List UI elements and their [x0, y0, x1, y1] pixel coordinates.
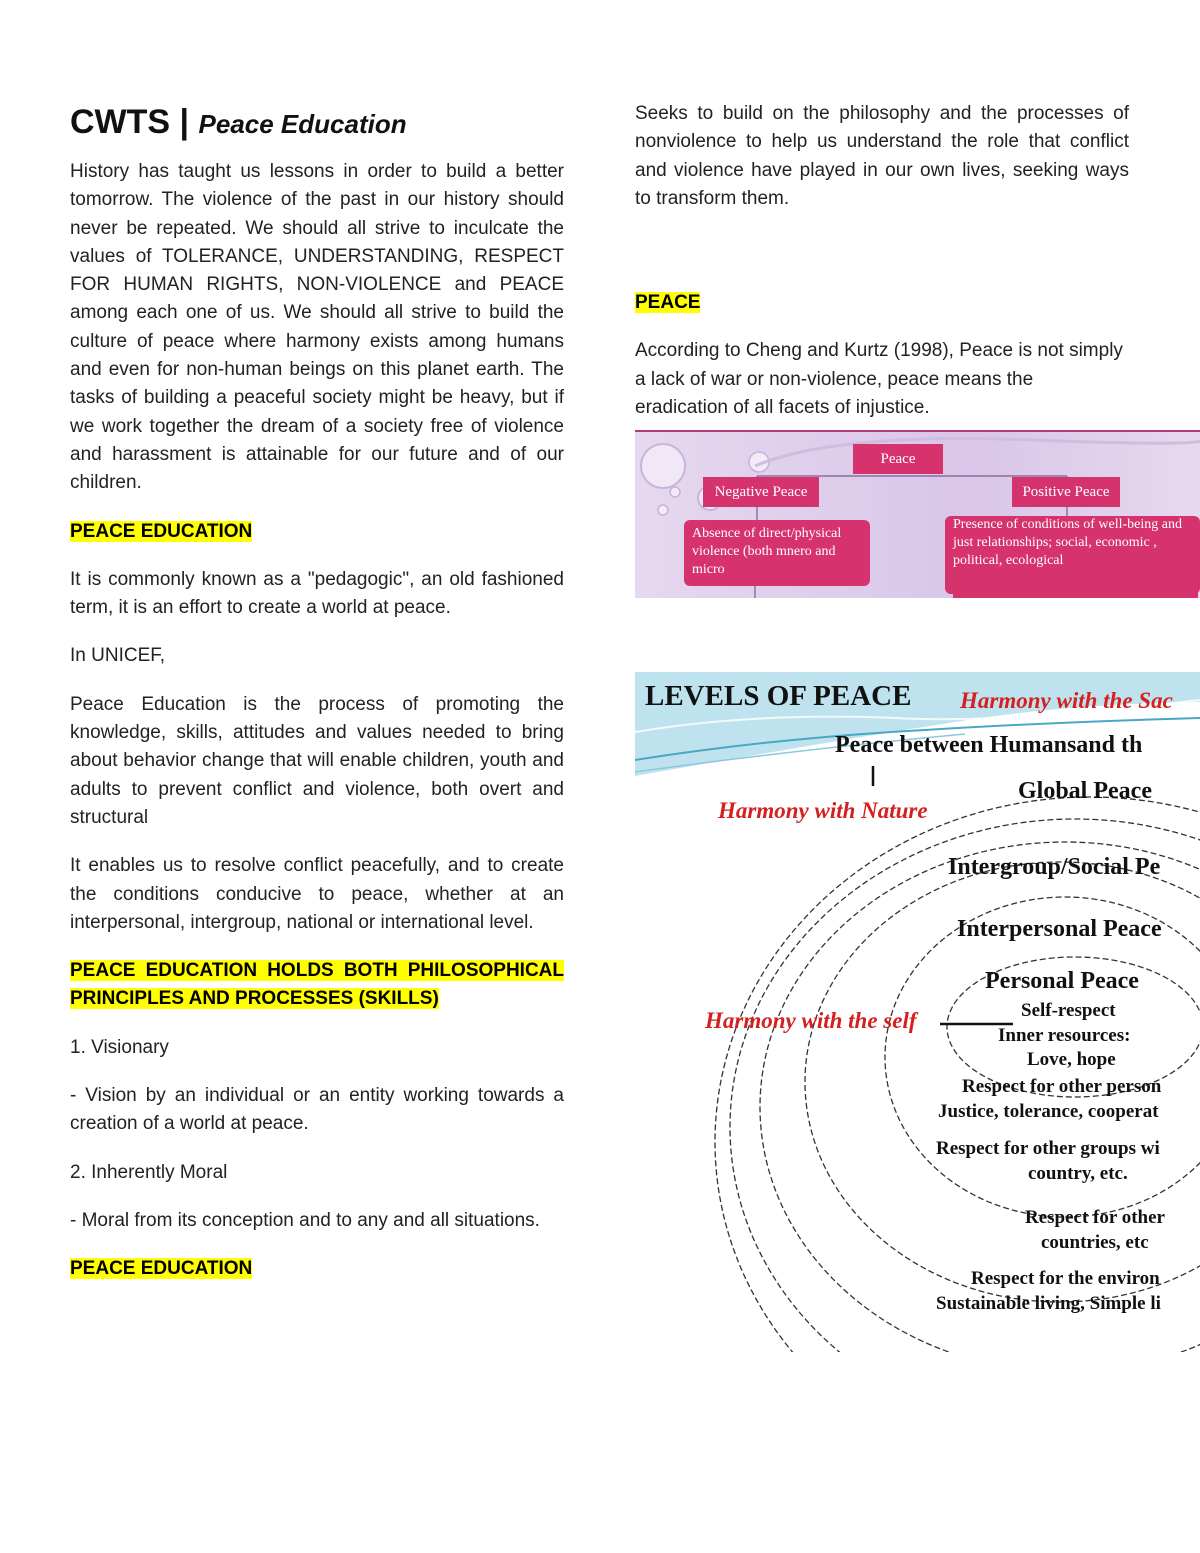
- heading-peace: PEACE: [635, 292, 701, 314]
- respect-groups-label: Respect for other groups wi: [936, 1138, 1160, 1159]
- definition-paragraph: Peace Education is the process of promoting the knowledge, skills, attitudes and values needed to bring about behavior change that will enable children, youth and adults to prevent conflict and violence, both overt and structural: [70, 693, 564, 828]
- enables-paragraph: It enables us to resolve conflict peacefully, and to create the conditions conducive to peace, whether at an interpersonal, intergroup, national or international level.: [70, 855, 564, 933]
- country-label: country, etc.: [1028, 1163, 1128, 1184]
- item-visionary: 1. Visionary: [70, 1036, 169, 1058]
- title-main: CWTS |: [70, 103, 190, 141]
- item-moral-desc: - Moral from its conception and to any and all situations.: [70, 1209, 540, 1231]
- respect-environment-label: Respect for the environ: [971, 1268, 1160, 1289]
- cheng-paragraph: According to Cheng and Kurtz (1998), Peace is not simply a lack of war or non-violence, peace means the eradication of all facets of injustice.: [635, 340, 1123, 419]
- positive-peace-desc: Presence of conditions of well-being and just relationships; social, economic , political, ecological: [945, 516, 1200, 594]
- countries-label: countries, etc: [1041, 1232, 1149, 1253]
- sustainable-label: Sustainable living, Simple li: [936, 1293, 1161, 1314]
- self-respect-label: Self-respect: [1021, 1000, 1116, 1021]
- item-visionary-desc: - Vision by an individual or an entity working towards a creation of a world at peace.: [70, 1085, 564, 1135]
- harmony-self-label: Harmony with the self: [705, 1008, 917, 1033]
- positive-peace-box: Positive Peace: [1012, 477, 1120, 507]
- seeks-paragraph: Seeks to build on the philosophy and the processes of nonviolence to help us understand the role that conflict and violence have played in our own lives, seeking ways to transform them.: [635, 103, 1129, 209]
- heading-principles: PEACE EDUCATION HOLDS BOTH PHILOSOPHICAL PRINCIPLES AND PROCESSES (SKILLS): [70, 960, 564, 1010]
- left-column: [70, 100, 564, 1304]
- peace-root-box: Peace: [853, 444, 943, 474]
- personal-peace-label: Personal Peace: [985, 968, 1139, 994]
- item-moral: 2. Inherently Moral: [70, 1161, 228, 1183]
- heading-peace-education-2: PEACE EDUCATION: [70, 1258, 253, 1280]
- respect-other-label: Respect for other: [1025, 1207, 1165, 1228]
- levels-of-peace-diagram: [635, 672, 1200, 1352]
- peace-types-diagram: [635, 430, 1200, 598]
- pedagogic-paragraph: It is commonly known as a "pedagogic", an old fashioned term, it is an effort to create a world at peace.: [70, 568, 564, 619]
- justice-label: Justice, tolerance, cooperat: [938, 1101, 1159, 1122]
- intro-paragraph: History has taught us lessons in order to build a better tomorrow. The violence of the past in our history should never be repeated. We should all strive to inculcate the values of TOLERANCE, UNDERSTANDING, RESPECT FOR HUMAN RIGHTS, NON-VIOLENCE and PEACE among each one of us. We should all strive to build the culture of peace where harmony exists among humans and even for non-human beings on this planet earth. The tasks of building a peaceful society might be heavy, but if we work together the dream of a society free of violence and harassment is attainable for our future and of our children.: [70, 161, 564, 494]
- love-hope-label: Love, hope: [1027, 1049, 1116, 1070]
- inner-resources-label: Inner resources:: [998, 1025, 1131, 1046]
- global-peace-label: Global Peace: [1018, 778, 1152, 804]
- interpersonal-peace-label: Interpersonal Peace: [957, 916, 1162, 942]
- intergroup-peace-label: Intergroup/Social Pe: [948, 854, 1161, 880]
- title-sub: Peace Education: [198, 109, 407, 139]
- peace-between-label: Peace between Humansand th: [835, 732, 1143, 758]
- page-title: [70, 100, 564, 146]
- unicef-line: In UNICEF,: [70, 645, 166, 667]
- harmony-sacred-label: Harmony with the Sac: [960, 688, 1173, 713]
- harmony-nature-label: Harmony with Nature: [718, 798, 928, 823]
- respect-persons-label: Respect for other person: [962, 1076, 1162, 1097]
- negative-peace-box: Negative Peace: [703, 477, 819, 507]
- right-column: [635, 100, 1129, 442]
- levels-title: LEVELS OF PEACE: [645, 680, 912, 712]
- negative-peace-desc: Absence of direct/physical violence (both mnero and micro: [684, 520, 870, 586]
- heading-peace-education: PEACE EDUCATION: [70, 520, 253, 542]
